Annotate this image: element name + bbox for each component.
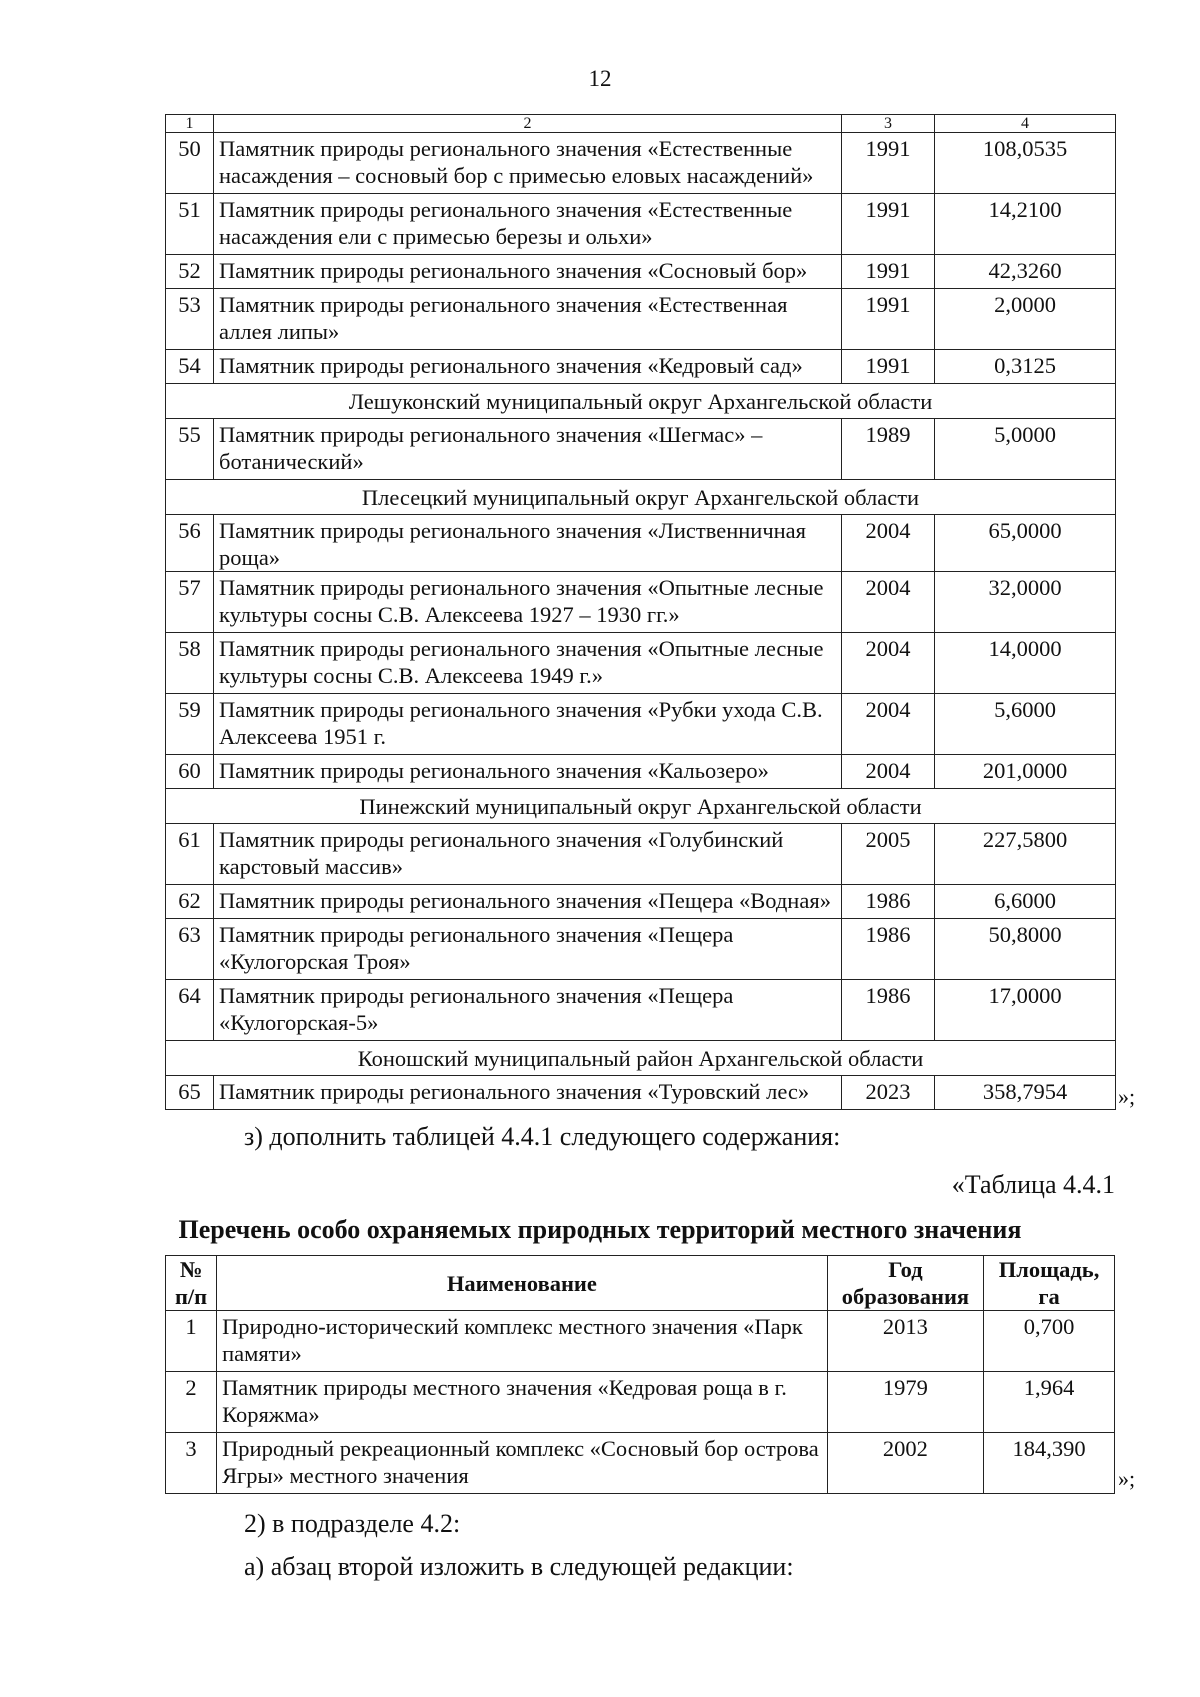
table-row — [166, 289, 1116, 350]
header-name: Наименование — [217, 1256, 828, 1311]
row-area: 6,6000 — [935, 885, 1116, 919]
column-number-1: 1 — [166, 115, 214, 133]
column-number-4: 4 — [935, 115, 1116, 133]
row-year: 2005 — [842, 824, 935, 885]
table2-closing-quote: »; — [1118, 1466, 1136, 1491]
table-row — [166, 572, 1116, 633]
row-number: 57 — [166, 572, 214, 633]
row-number: 55 — [166, 419, 214, 480]
table-row — [166, 694, 1116, 755]
row-area: 201,0000 — [935, 755, 1116, 789]
table-row — [166, 133, 1116, 194]
table-row — [166, 419, 1116, 480]
row-year: 1986 — [842, 919, 935, 980]
row-number: 59 — [166, 694, 214, 755]
row-area: 108,0535 — [935, 133, 1116, 194]
table1-closing-quote: »; — [1118, 1084, 1136, 1109]
table1-header-row — [166, 115, 1116, 133]
row-year: 2004 — [842, 572, 935, 633]
page-number: 12 — [588, 66, 612, 91]
row-year: 2004 — [842, 515, 935, 572]
row-name: Памятник природы регионального значения «Естественные насаждения – сосновый бор с примесью еловых насаждений» — [214, 133, 842, 194]
row-number: 63 — [166, 919, 214, 980]
row-area: 2,0000 — [935, 289, 1116, 350]
row-area: 5,6000 — [935, 694, 1116, 755]
row-number: 65 — [166, 1076, 214, 1110]
row-year: 1991 — [842, 350, 935, 384]
row-year: 1991 — [842, 194, 935, 255]
protected-areas-table-continued — [165, 114, 1116, 1110]
row-number: 54 — [166, 350, 214, 384]
row-number: 64 — [166, 980, 214, 1041]
table2-caption: «Таблица 4.4.1 — [951, 1170, 1115, 1199]
row-name: Памятник природы регионального значения «Кальозеро» — [214, 755, 842, 789]
row-year: 1979 — [827, 1372, 983, 1433]
table-row — [166, 885, 1116, 919]
row-number: 60 — [166, 755, 214, 789]
row-area: 358,7954 — [935, 1076, 1116, 1110]
header-area: Площадь, га — [984, 1256, 1115, 1311]
table-row — [166, 980, 1116, 1041]
row-name: Памятник природы регионального значения «Естественные насаждения ели с примесью березы и ольхи» — [214, 194, 842, 255]
row-number: 62 — [166, 885, 214, 919]
row-name: Памятник природы регионального значения «Пещера «Кулогорская Троя» — [214, 919, 842, 980]
section-row — [166, 480, 1116, 515]
section-title: Лешуконский муниципальный округ Архангельской области — [166, 384, 1116, 419]
row-name: Природный рекреационный комплекс «Сосновый бор острова Ягры» местного значения — [217, 1433, 828, 1494]
table-row — [166, 1372, 1115, 1433]
table-row — [166, 350, 1116, 384]
table-row — [166, 633, 1116, 694]
local-protected-areas-table — [165, 1255, 1115, 1494]
header-year: Год образования — [827, 1256, 983, 1311]
table2-header-row — [166, 1256, 1115, 1311]
row-number: 51 — [166, 194, 214, 255]
row-area: 42,3260 — [935, 255, 1116, 289]
row-area: 0,3125 — [935, 350, 1116, 384]
row-year: 1991 — [842, 133, 935, 194]
row-number: 61 — [166, 824, 214, 885]
column-number-3: 3 — [842, 115, 935, 133]
row-name: Памятник природы регионального значения «Шегмас» – ботанический» — [214, 419, 842, 480]
row-area: 184,390 — [984, 1433, 1115, 1494]
row-name: Памятник природы регионального значения «Лиственничная роща» — [214, 515, 842, 572]
table2-title: Перечень особо охраняемых природных территорий местного значения — [178, 1215, 1022, 1244]
section-row — [166, 789, 1116, 824]
row-year: 1989 — [842, 419, 935, 480]
row-name: Природно-исторический комплекс местного значения «Парк памяти» — [217, 1311, 828, 1372]
row-year: 2002 — [827, 1433, 983, 1494]
row-year: 2013 — [827, 1311, 983, 1372]
table-row — [166, 515, 1116, 572]
row-area: 17,0000 — [935, 980, 1116, 1041]
row-name: Памятник природы регионального значения «Пещера «Водная» — [214, 885, 842, 919]
table-row — [166, 824, 1116, 885]
row-area: 14,2100 — [935, 194, 1116, 255]
row-name: Памятник природы регионального значения «Туровский лес» — [214, 1076, 842, 1110]
paragraph-z: з) дополнить таблицей 4.4.1 следующего содержания: — [244, 1122, 841, 1151]
row-year: 1986 — [842, 980, 935, 1041]
table-row — [166, 1076, 1116, 1110]
section-title: Пинежский муниципальный округ Архангельской области — [166, 789, 1116, 824]
row-year: 2004 — [842, 755, 935, 789]
row-year: 1986 — [842, 885, 935, 919]
row-name: Памятник природы регионального значения «Опытные лесные культуры сосны С.В. Алексеева 1949 г.» — [214, 633, 842, 694]
row-area: 32,0000 — [935, 572, 1116, 633]
row-year: 1991 — [842, 289, 935, 350]
row-number: 3 — [166, 1433, 217, 1494]
table-row — [166, 919, 1116, 980]
header-num: № п/п — [166, 1256, 217, 1311]
row-name: Памятник природы регионального значения «Рубки ухода С.В. Алексеева 1951 г. — [214, 694, 842, 755]
column-number-2: 2 — [214, 115, 842, 133]
row-number: 2 — [166, 1372, 217, 1433]
row-number: 1 — [166, 1311, 217, 1372]
paragraph-2: 2) в подразделе 4.2: — [244, 1509, 461, 1538]
row-year: 2004 — [842, 694, 935, 755]
row-name: Памятник природы регионального значения «Голубинский карстовый массив» — [214, 824, 842, 885]
row-number: 53 — [166, 289, 214, 350]
table-row — [166, 194, 1116, 255]
row-number: 50 — [166, 133, 214, 194]
section-title: Коношский муниципальный район Архангельской области — [166, 1041, 1116, 1076]
row-area: 1,964 — [984, 1372, 1115, 1433]
row-area: 14,0000 — [935, 633, 1116, 694]
paragraph-a: а) абзац второй изложить в следующей редакции: — [244, 1552, 794, 1581]
row-area: 227,5800 — [935, 824, 1116, 885]
row-number: 52 — [166, 255, 214, 289]
row-name: Памятник природы регионального значения «Сосновый бор» — [214, 255, 842, 289]
row-name: Памятник природы регионального значения «Естественная аллея липы» — [214, 289, 842, 350]
section-title: Плесецкий муниципальный округ Архангельской области — [166, 480, 1116, 515]
table-row — [166, 1433, 1115, 1494]
row-name: Памятник природы регионального значения «Кедровый сад» — [214, 350, 842, 384]
row-area: 50,8000 — [935, 919, 1116, 980]
row-area: 65,0000 — [935, 515, 1116, 572]
table-row — [166, 755, 1116, 789]
row-area: 5,0000 — [935, 419, 1116, 480]
row-area: 0,700 — [984, 1311, 1115, 1372]
row-year: 2004 — [842, 633, 935, 694]
table-row — [166, 1311, 1115, 1372]
row-name: Памятник природы регионального значения «Опытные лесные культуры сосны С.В. Алексеева 1927 – 1930 гг.» — [214, 572, 842, 633]
table-row — [166, 255, 1116, 289]
row-year: 2023 — [842, 1076, 935, 1110]
row-year: 1991 — [842, 255, 935, 289]
row-number: 56 — [166, 515, 214, 572]
row-name: Памятник природы местного значения «Кедровая роща в г. Коряжма» — [217, 1372, 828, 1433]
row-number: 58 — [166, 633, 214, 694]
section-row — [166, 384, 1116, 419]
row-name: Памятник природы регионального значения «Пещера «Кулогорская-5» — [214, 980, 842, 1041]
section-row — [166, 1041, 1116, 1076]
